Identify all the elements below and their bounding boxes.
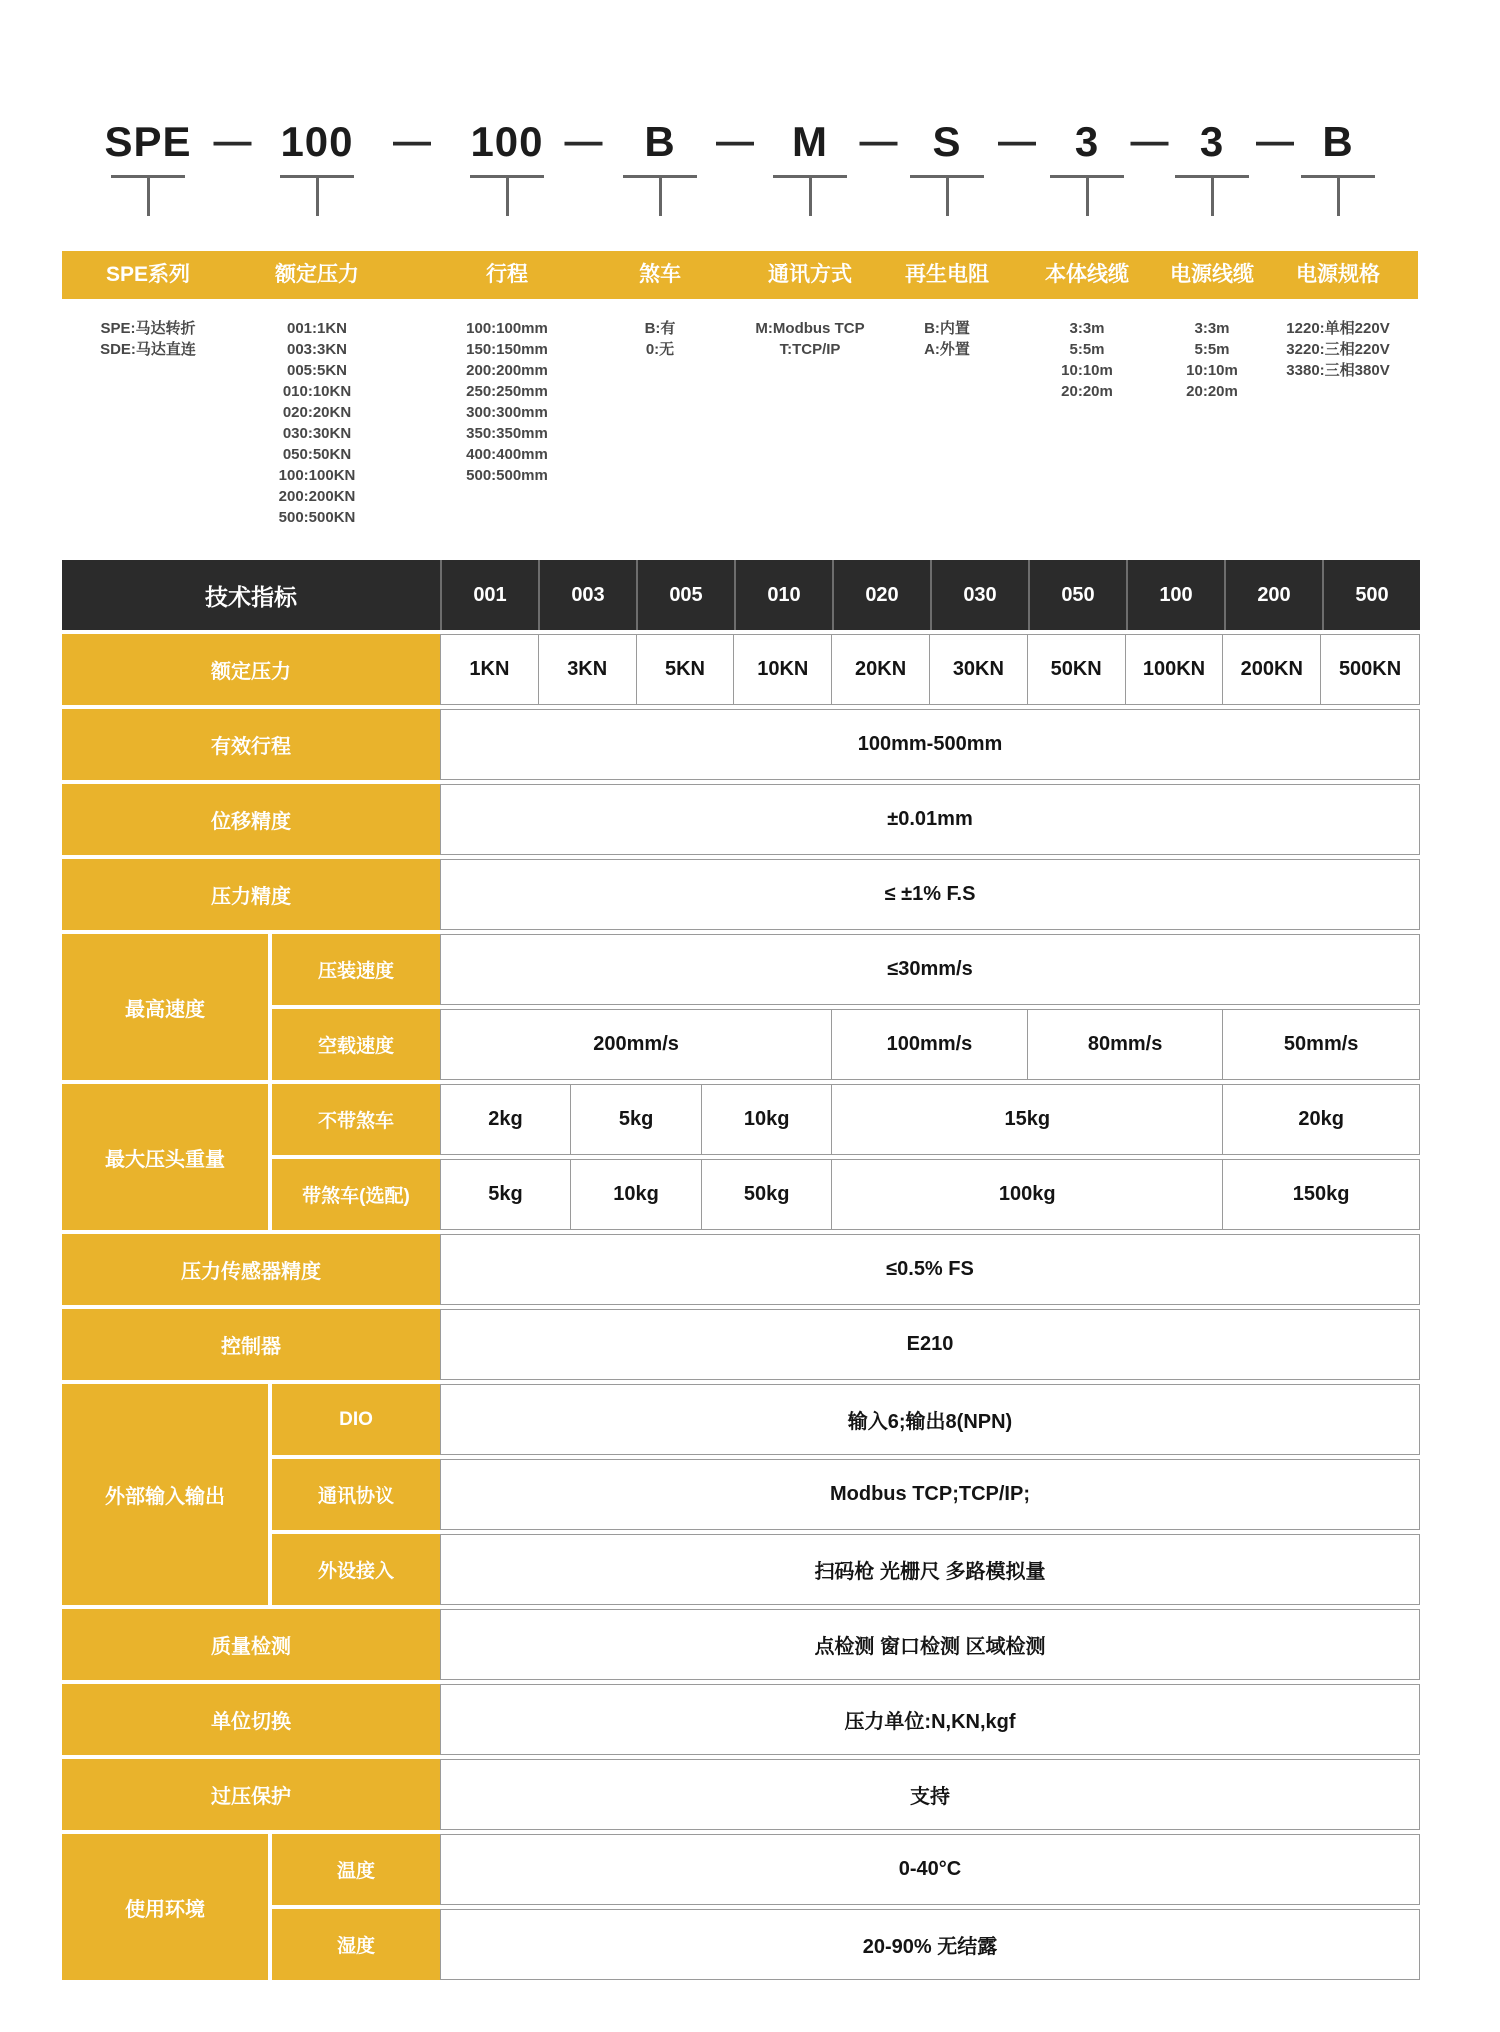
legend-item: 3380:三相380V — [1286, 362, 1390, 379]
model-code-separator: — — [716, 121, 754, 163]
model-code-text: SPE — [104, 118, 192, 165]
spec-cell: 50kg — [702, 1160, 832, 1229]
model-code-text: M — [792, 118, 828, 165]
model-code-text: 3 — [1199, 118, 1225, 165]
table-group — [62, 1384, 1420, 1605]
group-label: 最大压头重量 — [62, 1084, 268, 1230]
legend-item: 150:150mm — [466, 341, 548, 358]
table-header-cell: 030 — [930, 560, 1028, 630]
group-label: 最高速度 — [62, 934, 268, 1080]
table-header-cell: 200 — [1224, 560, 1322, 630]
spec-cell: 扫码枪 光栅尺 多路模拟量 — [814, 1561, 1046, 1583]
spec-cell: 100KN — [1126, 635, 1224, 704]
table-row — [62, 709, 1420, 780]
connector-stem — [1086, 178, 1089, 216]
legend-list — [755, 318, 864, 360]
legend-item: M:Modbus TCP — [755, 320, 865, 337]
model-code-separator: — — [859, 121, 898, 163]
spec-cell: ≤0.5% FS — [886, 1258, 974, 1280]
table-header-cell: 500 — [1322, 560, 1420, 630]
table-row — [268, 1159, 1420, 1230]
connector-stem — [147, 178, 150, 216]
legend-header: 通讯方式 — [768, 263, 852, 286]
table-header-row — [62, 560, 1420, 630]
spec-cell: 10KN — [734, 635, 832, 704]
group-rows — [268, 1384, 1420, 1605]
legend-item: B:内置 — [924, 320, 970, 337]
legend-item: 100:100mm — [466, 320, 548, 337]
legend-item: 500:500mm — [466, 467, 548, 484]
spec-cell: 10kg — [571, 1160, 702, 1229]
model-code-separator: — — [213, 121, 252, 163]
spec-cell: 2kg — [441, 1085, 571, 1154]
legend-header: 再生电阻 — [905, 263, 989, 286]
table-row — [268, 1834, 1420, 1905]
connector-stem — [809, 178, 812, 216]
row-label: 通讯协议 — [272, 1459, 440, 1530]
spec-cell: 100mm/s — [832, 1010, 1028, 1079]
table-header-cell: 100 — [1126, 560, 1224, 630]
table-header-cell: 005 — [636, 560, 734, 630]
model-code-text: 3 — [1074, 118, 1100, 165]
row-data — [440, 859, 1420, 930]
table-header-title: 技术指标 — [205, 583, 297, 610]
legend-item: 350:350mm — [466, 425, 548, 442]
table-header-cell: 010 — [734, 560, 832, 630]
row-data — [440, 1609, 1420, 1680]
table-group — [62, 1834, 1420, 1980]
row-data — [440, 1384, 1420, 1455]
spec-cell: 200KN — [1223, 635, 1321, 704]
legend-item: 200:200mm — [466, 362, 548, 379]
model-code-segment — [68, 118, 228, 216]
legend-list — [466, 318, 548, 486]
legend-item: 20:20m — [1186, 383, 1238, 400]
legend-item: 001:1KN — [286, 320, 348, 337]
model-code-separator: — — [1256, 121, 1294, 163]
legend-header: 本体线缆 — [1045, 263, 1129, 286]
row-label: 单位切换 — [62, 1684, 440, 1755]
table-row — [62, 1684, 1420, 1755]
legend-item: 300:300mm — [466, 404, 548, 421]
legend-item: SDE:马达直连 — [100, 341, 196, 358]
legend-list — [645, 318, 676, 360]
spec-cell: 点检测 窗口检测 区域检测 — [814, 1636, 1046, 1658]
row-label: 压力精度 — [62, 859, 440, 930]
spec-cell: 20KN — [832, 635, 930, 704]
row-data — [440, 1834, 1420, 1905]
row-data — [440, 1909, 1420, 1980]
table-row — [62, 784, 1420, 855]
legend-band — [62, 251, 1418, 299]
spec-cell: 支持 — [910, 1786, 950, 1808]
row-label: 位移精度 — [62, 784, 440, 855]
row-label: DIO — [272, 1384, 440, 1455]
spec-cell: 5KN — [637, 635, 735, 704]
spec-cell: 压力单位:N,KN,kgf — [844, 1711, 1016, 1733]
row-data — [440, 1684, 1420, 1755]
legend-item: 10:10m — [1186, 362, 1238, 379]
row-label: 不带煞车 — [272, 1084, 440, 1155]
row-data — [440, 784, 1420, 855]
legend-header: SPE系列 — [105, 263, 191, 286]
connector-stem — [316, 178, 319, 216]
legend-list — [1186, 318, 1238, 402]
row-data — [440, 1534, 1420, 1605]
legend-item: A:外置 — [924, 341, 970, 358]
model-code-separator: — — [998, 121, 1036, 163]
legend-item: 010:10KN — [282, 383, 352, 400]
spec-cell: 20-90% 无结露 — [862, 1936, 998, 1958]
spec-cell: 500KN — [1338, 658, 1402, 680]
table-row — [62, 1234, 1420, 1305]
row-label: 额定压力 — [62, 634, 440, 705]
model-code-text: 100 — [280, 118, 354, 165]
legend-header: 电源线缆 — [1170, 263, 1254, 286]
spec-cell: ±0.01mm — [887, 808, 973, 830]
legend-list — [1286, 318, 1389, 381]
row-data — [440, 1009, 1420, 1080]
spec-cell: 15kg — [832, 1085, 1223, 1154]
model-code-separator: — — [564, 121, 603, 163]
legend-item: 050:50KN — [282, 446, 352, 463]
row-data — [440, 1759, 1420, 1830]
model-code-text: S — [932, 118, 962, 165]
group-label: 外部输入输出 — [62, 1384, 268, 1605]
table-row — [268, 1459, 1420, 1530]
table-row — [268, 1084, 1420, 1155]
legend-list — [1061, 318, 1113, 402]
spec-cell: 100kg — [832, 1160, 1223, 1229]
spec-cell: Modbus TCP;TCP/IP; — [830, 1483, 1030, 1505]
row-data — [440, 1084, 1420, 1155]
spec-cell: 50KN — [1028, 635, 1126, 704]
spec-cell: 30KN — [930, 635, 1028, 704]
row-label: 压装速度 — [272, 934, 440, 1005]
legend-item: 5:5m — [1194, 341, 1230, 358]
connector-stem — [1211, 178, 1214, 216]
row-data — [440, 1159, 1420, 1230]
spec-cell: 50mm/s — [1283, 1033, 1359, 1055]
row-label: 控制器 — [62, 1309, 440, 1380]
spec-cell: 5kg — [441, 1160, 571, 1229]
legend-list — [279, 318, 356, 528]
legend-item: 200:200KN — [278, 488, 356, 505]
table-row — [268, 1909, 1420, 1980]
model-code-separator: — — [1130, 121, 1169, 163]
legend-item: 500:500KN — [278, 509, 356, 526]
legend-item: 0:无 — [645, 341, 675, 358]
table-header-cell: 001 — [440, 560, 538, 630]
group-label: 使用环境 — [62, 1834, 268, 1980]
spec-cell: 10kg — [702, 1085, 832, 1154]
legend-item: 3220:三相220V — [1286, 341, 1390, 358]
legend-item: 10:10m — [1061, 362, 1113, 379]
spec-cell: 5kg — [571, 1085, 702, 1154]
model-code-segment — [427, 118, 587, 216]
legend-item: 3:3m — [1194, 320, 1230, 337]
connector-stem — [946, 178, 949, 216]
legend-item: 1220:单相220V — [1286, 320, 1390, 337]
spec-cell: 1KN — [441, 635, 539, 704]
row-data — [440, 934, 1420, 1005]
row-label: 压力传感器精度 — [62, 1234, 440, 1305]
row-label: 质量检测 — [62, 1609, 440, 1680]
row-data — [440, 709, 1420, 780]
group-rows — [268, 1834, 1420, 1980]
row-label: 湿度 — [272, 1909, 440, 1980]
spec-cell: ≤ ±1% F.S — [884, 883, 976, 905]
table-row — [62, 1609, 1420, 1680]
legend-item: 005:5KN — [286, 362, 348, 379]
legend-header: 额定压力 — [275, 263, 359, 286]
row-label: 温度 — [272, 1834, 440, 1905]
model-code-text: 100 — [470, 118, 544, 165]
spec-table — [62, 560, 1420, 1980]
legend-item: 5:5m — [1069, 341, 1105, 358]
legend-item: T:TCP/IP — [779, 341, 841, 358]
group-rows — [268, 1084, 1420, 1230]
table-header-columns — [440, 560, 1420, 630]
legend-header: 煞车 — [639, 263, 681, 286]
legend-list — [924, 318, 970, 360]
table-group — [62, 1084, 1420, 1230]
legend-header: 行程 — [486, 263, 528, 286]
legend-item: 20:20m — [1061, 383, 1113, 400]
spec-cell: 150kg — [1292, 1183, 1350, 1205]
legend-item: 030:30KN — [282, 425, 352, 442]
row-label: 过压保护 — [62, 1759, 440, 1830]
legend-item: 100:100KN — [278, 467, 356, 484]
legend-header: 电源规格 — [1296, 263, 1380, 286]
legend-item: B:有 — [644, 320, 676, 337]
table-row — [62, 634, 1420, 705]
table-row — [268, 1384, 1420, 1455]
spec-cell: ≤30mm/s — [887, 958, 973, 980]
model-code-text: B — [644, 118, 676, 165]
spec-cell: 200mm/s — [441, 1010, 832, 1079]
table-row — [62, 859, 1420, 930]
row-data — [440, 1309, 1420, 1380]
row-label: 带煞车(选配) — [272, 1159, 440, 1230]
connector-stem — [506, 178, 509, 216]
group-rows — [268, 934, 1420, 1080]
table-header-cell: 050 — [1028, 560, 1126, 630]
legend-item: 020:20KN — [282, 404, 352, 421]
legend-item: 3:3m — [1069, 320, 1105, 337]
table-row — [62, 1309, 1420, 1380]
row-label: 外设接入 — [272, 1534, 440, 1605]
model-code-segment — [237, 118, 397, 216]
table-row — [268, 934, 1420, 1005]
table-row — [268, 1009, 1420, 1080]
row-data — [440, 1234, 1420, 1305]
legend-lists — [0, 318, 1500, 548]
row-label: 空载速度 — [272, 1009, 440, 1080]
table-row — [62, 1759, 1420, 1830]
spec-cell: 3KN — [539, 635, 637, 704]
spec-cell: 100mm-500mm — [857, 733, 1003, 755]
model-code-segment — [1258, 118, 1418, 216]
table-header-cell: 003 — [538, 560, 636, 630]
spec-cell: 0-40°C — [898, 1858, 962, 1880]
connector-stem — [659, 178, 662, 216]
row-data — [440, 1459, 1420, 1530]
spec-cell: 20kg — [1298, 1108, 1344, 1130]
row-label: 有效行程 — [62, 709, 440, 780]
legend-item: 003:3KN — [286, 341, 348, 358]
legend-item: 250:250mm — [466, 383, 548, 400]
legend-item: 400:400mm — [466, 446, 548, 463]
spec-cell: 80mm/s — [1028, 1010, 1224, 1079]
legend-list — [100, 318, 196, 360]
spec-cell: 输入6;输出8(NPN) — [847, 1411, 1013, 1433]
legend-item: SPE:马达转折 — [100, 320, 196, 337]
row-data — [440, 634, 1420, 705]
table-group — [62, 934, 1420, 1080]
connector-stem — [1337, 178, 1340, 216]
table-header-cell: 020 — [832, 560, 930, 630]
table-row — [268, 1534, 1420, 1605]
model-code-text: B — [1322, 118, 1354, 165]
model-code-separator: — — [393, 121, 431, 163]
spec-cell: E210 — [906, 1333, 954, 1355]
